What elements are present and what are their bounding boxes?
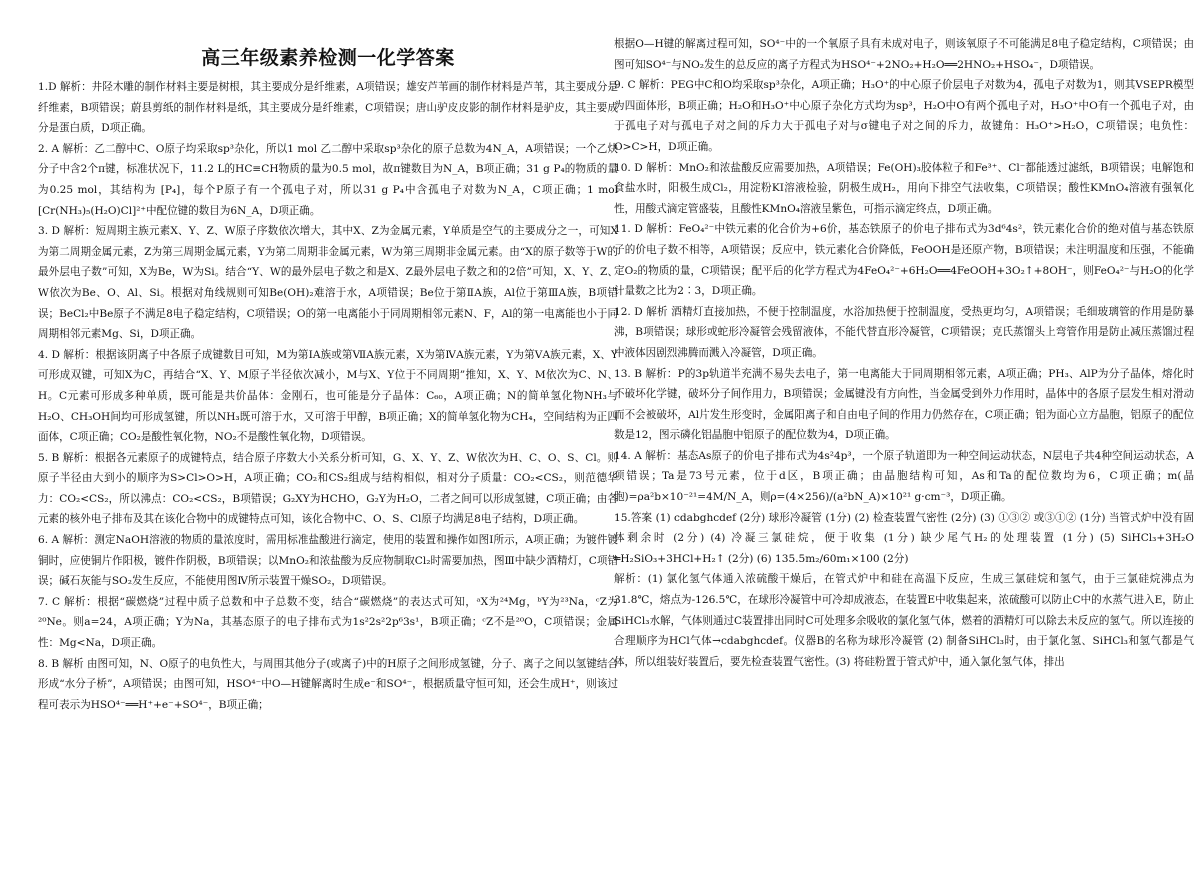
answer-5: 5. B 解析：根据各元素原子的成键特点，结合原子序数大小关系分析可知，G、X、Y、Z、W依次为H、C、O、S、Cl。则原子半径由大到小的顺序为S>Cl>O>H，A项正确；CO₂和CS₂组成与结构相似，相对分子质量：CO₂<CS₂，则范德华力：CO₂<CS₂，所以沸点：CO₂<CS₂，B项错误；G₂XY为HCHO，G₂Y为H₂O，二者之间可以形成氢键，C项正确；由各元素的核外电子排布及其在该化合物中的成键特点可知，该化合物中C、O、S、Cl原子均满足8电子结构，D项正确。	[38, 451, 618, 526]
left-column	[38, 0, 618, 849]
answer-6: 6. A 解析：测定NaOH溶液的物质的量浓度时，需用标准盐酸进行滴定，使用的装置和操作如图Ⅰ所示，A项正确；为镀件镀铜时，应使铜片作阳极，镀件作阴极，B项错误；以MnO₂和浓盐酸为反应物制取Cl₂时需要加热，图Ⅲ中缺少酒精灯，C项错误；碱石灰能与SO₂发生反应，不能使用图Ⅳ所示装置干燥SO₂，D项错误。	[38, 534, 618, 588]
answer-8-continued: 根据O—H键的解离过程可知，SO⁴⁻中的一个氧原子具有未成对电子，则该氧原子不可能满足8电子稳定结构，C项错误；由图可知SO⁴⁻与NO₂发生的总反应的离子方程式为HSO⁴⁻+2NO₂+H₂O══2HNO₂+HSO₄⁻，D项错误。	[614, 38, 1194, 71]
answer-11: 11. D 解析：FeO₄²⁻中铁元素的化合价为+6价，基态铁原子的价电子排布式为3d⁶4s²，铁元素化合价的绝对值与基态铁原子的价电子数不相等，A项错误；反应中，铁元素化合价降低，FeOOH是还原产物，B项错误；未注明温度和压强，不能确定O₂的物质的量，C项错误；配平后的化学方程式为4FeO₄²⁻+6H₂O══4FeOOH+3O₂↑+8OH⁻，则FeO₄²⁻与H₂O的化学计量数之比为2∶3，D项正确。	[614, 223, 1194, 298]
answer-4: 4. D 解析：根据该阴离子中各原子成键数目可知，M为第ⅠA族或第ⅦA族元素，X为第ⅣA族元素，Y为第ⅤA族元素，X、Y可形成双键，可知X为C，再结合“X、Y、M原子半径依次减小，M与X、Y位于不同周期”推知，X、Y、M依次为C、N、H。C元素可形成多种单质，既可能是共价晶体：金刚石，也可能是分子晶体：C₆₀，A项正确；N的简单氢化物NH₃与H₂O、CH₃OH间均可形成氢键，所以NH₃既可溶于水，又可溶于甲醇，B项正确；X的简单氢化物为CH₄，空间结构为正四面体，C项正确；CO₂是酸性氧化物，NO₂不是酸性氧化物，D项错误。	[38, 348, 618, 444]
answer-1: 1.D 解析：井陉木雕的制作材料主要是树根，其主要成分是纤维素，A项错误；雄安芦苇画的制作材料是芦苇，其主要成分是纤维素，B项错误；蔚县剪纸的制作材料是纸，其主要成分是纤维素，C项错误；唐山驴皮皮影的制作材料是驴皮，其主要成分是蛋白质，D项正确。	[38, 81, 618, 135]
answer-13: 13. B 解析：P的3p轨道半充满不易失去电子，第一电离能大于同周期相邻元素，A项正确；PH₃、AlP为分子晶体，熔化时不破坏化学键，破坏分子间作用力，B项错误；金属键没有方向性，当金属受到外力作用时，晶体中的各原子层发生相对滑动而不会被破坏，Al片发生形变时，金属阳离子和自由电子间的作用力仍然存在，C项正确；铝为面心立方晶胞，铝原子的配位数是12，图示磷化铝晶胞中铝原子的配位数为4，D项正确。	[614, 367, 1194, 442]
answer-15: 15.答案 (1) cdabghcdef (2分) 球形冷凝管 (1分) (2) 检查装置气密性 (2分) (3) ①③② 或③①② (1分) 当管式炉中没有固体剩余时 (2分) (4) 冷凝三氯硅烷，便于收集 (1分) 缺少尾气H₂的处理装置 (1分) (5) SiHCl₃+3H₂O ═H₂SiO₃+3HCl+H₂↑ (2分) (6) 135.5m₂/60m₁×100 (2分)	[614, 511, 1194, 565]
right-column	[614, 0, 1194, 883]
answer-8: 8. B 解析 由图可知，N、O原子的电负性大，与周围其他分子(或离子)中的H原子之间形成氢键，分子、离子之间以氢键结合形成“水分子桥”，A项错误；由图可知，HSO⁴⁻中O—H键解离时生成e⁻和SO⁴⁻，根据质量守恒可知，还会生成H⁺，则该过程可表示为HSO⁴⁻══H⁺+e⁻+SO⁴⁻，B项正确；	[38, 657, 618, 711]
answer-9: 9. C 解析：PEG中C和O均采取sp³杂化，A项正确；H₃O⁺的中心原子价层电子对数为4，孤电子对数为1，则其VSEPR模型为四面体形，B项正确；H₂O和H₃O⁺中心原子杂化方式均为sp³，H₂O中O有两个孤电子对，H₃O⁺中O有一个孤电子对，由于孤电子对与孤电子对之间的斥力大于孤电子对与σ键电子对之间的斥力，故键角：H₃O⁺>H₂O，C项错误；电负性：O>C>H，D项正确。	[614, 79, 1194, 153]
answer-7: 7. C 解析：根据“碳燃烧”过程中质子总数和中子总数不变，结合“碳燃烧”的表达式可知，ᵃX为²⁴Mg，ᵇY为²³Na，ᶜZ为²⁰Ne。则a=24，A项正确；Y为Na，其基态原子的电子排布式为1s²2s²2p⁶3s¹，B项正确；ᶜZ不是²⁰O，C项错误；金属性：Mg<Na，D项正确。	[38, 595, 618, 650]
answer-2: 2. A 解析：乙二醇中C、O原子均采取sp³杂化，所以1 mol 乙二醇中采取sp³杂化的原子总数为4N_A，A项错误；一个乙炔分子中含2个π键，标准状况下，11.2 L的HC≡CH物质的量为0.5 mol，故π键数目为N_A，B项正确；31 g P₄的物质的量为0.25 mol，其结构为 [P₄]，每个P原子有一个孤电子对，所以31 g P₄中含孤电子对数为N_A，C项正确；1 mol [Cr(NH₃)₅(H₂O)Cl]²⁺中配位键的数目为6N_A，D项正确。	[38, 142, 618, 217]
document-title: 高三年级素养检测一化学答案	[201, 47, 455, 69]
answer-12: 12. D 解析 酒精灯直接加热，不便于控制温度，水浴加热便于控制温度，受热更均匀，A项错误；毛细玻璃管的作用是防暴沸，B项错误；球形或蛇形冷凝管会残留液体，不能代替直形冷凝管，C项错误；克氏蒸馏头上弯管作用是防止减压蒸馏过程中液体因剧烈沸腾而溅入冷凝管，D项正确。	[614, 305, 1194, 359]
answer-14: 14. A 解析：基态As原子的价电子排布式为4s²4p³，一个原子轨道即为一种空间运动状态，N层电子共4种空间运动状态，A项错误；Ta是73号元素，位于d区，B项正确；由晶胞结构可知，As和Ta的配位数均为6，C项正确；m(晶胞)=ρa²b×10⁻²¹=4M/N_A，则ρ=(4×256)/(a²bN_A)×10²¹ g·cm⁻³，D项正确。	[614, 449, 1194, 504]
answer-15-analysis: 解析：(1) 氯化氢气体通入浓硫酸干燥后，在管式炉中和硅在高温下反应，生成三氯硅烷和氢气，由于三氯硅烷沸点为31.8℃，熔点为-126.5℃，在球形冷凝管中可冷却成液态，在装置E中收集起来，浓硫酸可以防止C中的水蒸气进入E，防止SiHCl₃水解，气体则通过C装置排出同时C可处理多余吸收的氯化氢气体，燃着的酒精灯可以除去未反应的氢气。所以连接的合理顺序为HCl气体→cdabghcdef。仪器B的名称为球形冷凝管 (2) 制备SiHCl₃时，由于氯化氢、SiHCl₃和氢气都是气体，所以组装好装置后，要先检查装置气密性。(3) 将硅粉置于管式炉中，通入氯化氢气体，排出	[614, 573, 1194, 668]
answer-10: 10. D 解析：MnO₂和浓盐酸反应需要加热，A项错误；Fe(OH)₃胶体粒子和Fe³⁺、Cl⁻都能透过滤纸，B项错误；电解饱和食盐水时，阳极生成Cl₂，用淀粉KI溶液检验，阴极生成H₂，用向下排空气法收集，C项错误；酸性KMnO₄溶液有强氧化性，用酸式滴定管盛装，且酸性KMnO₄溶液呈紫色，可指示滴定终点，D项正确。	[614, 161, 1194, 215]
answer-3: 3. D 解析：短周期主族元素X、Y、Z、W原子序数依次增大，其中X、Z为金属元素，Y单质是空气的主要成分之一，可知X为第二周期金属元素，Z为第三周期金属元素，Y为第二周期非金属元素，W为第三周期非金属元素。由“X的原子数等于W的最外层电子数”可知，X为Be，W为Si。结合“Y、W的最外层电子数之和是X、Z最外层电子数之和的2倍”可知，X、Y、Z、W依次为Be、O、Al、Si。根据对角线规则可知Be(OH)₂难溶于水，A项错误；Be位于第ⅡA族，Al位于第ⅢA族，B项错误；BeCl₂中Be原子不满足8电子稳定结构，C项错误；O的第一电离能小于同周期相邻元素N、F，Al的第一电离能也小于同周期相邻元素Mg、Si，D项正确。	[38, 225, 618, 341]
